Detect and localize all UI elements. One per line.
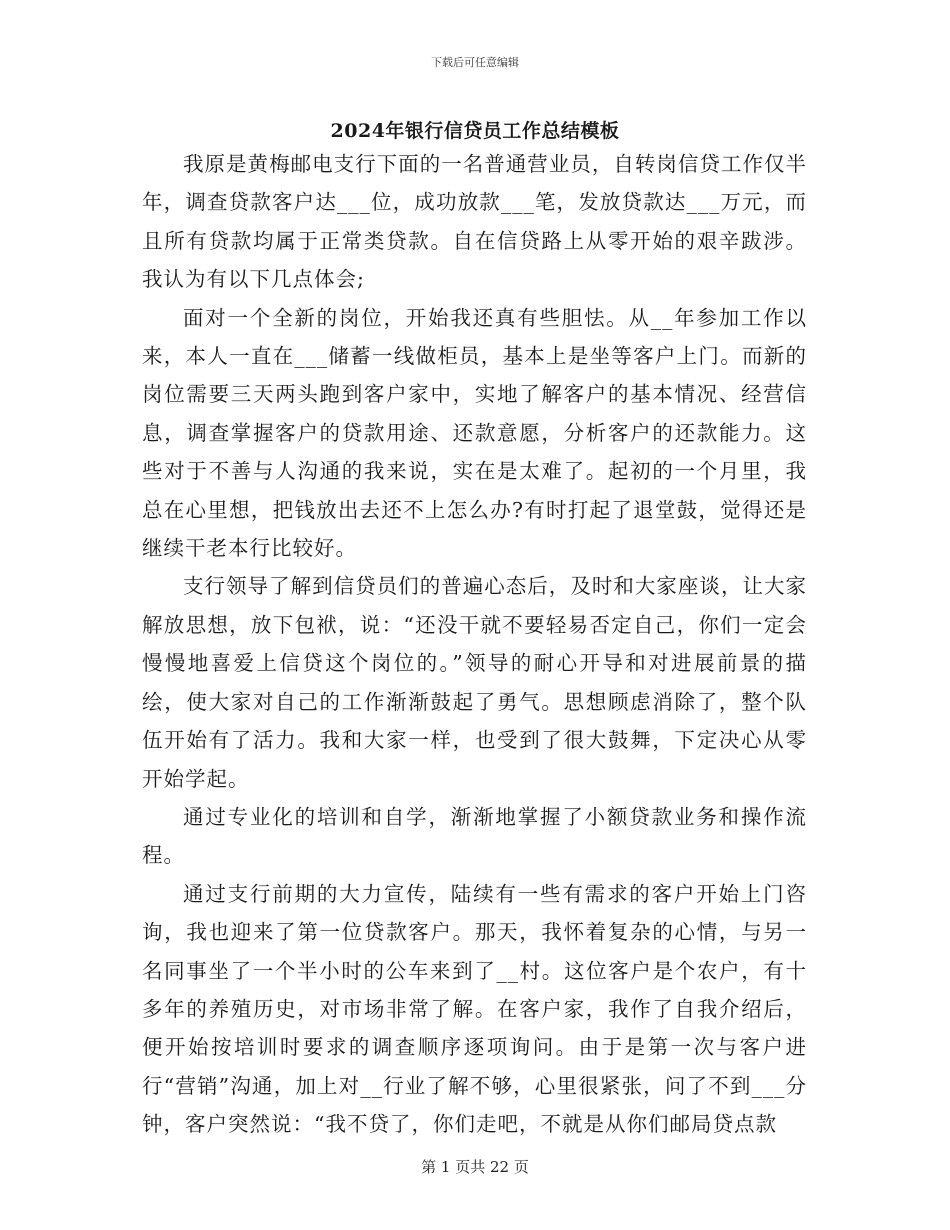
document-title: 2024年银行信贷员工作总结模板 [330,120,620,142]
paragraph-5: 通过支行前期的大力宣传，陆续有一些有需求的客户开始上门咨询，我也迎来了第一位贷款客户。那天，我怀着复杂的心情，与另一名同事坐了一个半小时的公车来到了__村。这位客户是个农户，有十多年的养殖历史，对市场非常了解。在客户家，我作了自我介绍后，便开始按培训时要求的调查顺序逐项询问。由于是第一次与客户进行“营销”沟通，加上对__行业了解不够，心里很紧张，问了不到___分钟，客户突然说：“我不贷了，你们走吧，不就是从你们邮局贷点款 [142,881,807,1137]
paragraph-4: 通过专业化的培训和自学，渐渐地掌握了小额贷款业务和操作流程。 [142,804,807,868]
page-number: 第 1 页共 22 页 [421,1158,529,1176]
paragraph-3: 支行领导了解到信贷员们的普遍心态后，及时和大家座谈，让大家解放思想，放下包袱，说：“还没干就不要轻易否定自己，你们一定会慢慢地喜爱上信贷这个岗位的。”领导的耐心开导和对进展前景的描绘，使大家对自己的工作渐渐鼓起了勇气。思想顾虑消除了，整个队伍开始有了活力。我和大家一样，也受到了很大鼓舞，下定决心从零开始学起。 [142,574,807,791]
paragraph-2: 面对一个全新的岗位，开始我还真有些胆怯。从__年参加工作以来，本人一直在___储蓄一线做柜员，基本上是坐等客户上门。而新的岗位需要三天两头跑到客户家中，实地了解客户的基本情况、经营信息，调查掌握客户的贷款用途、还款意愿，分析客户的还款能力。这些对于不善与人沟通的我来说，实在是太难了。起初的一个月里，我总在心里想，把钱放出去还不上怎么办?有时打起了退堂鼓，觉得还是继续干老本行比较好。 [142,305,807,561]
document-body [142,145,807,1144]
paragraph-1: 我原是黄梅邮电支行下面的一名普通营业员，自转岗信贷工作仅半年，调查贷款客户达___位，成功放款___笔，发放贷款达___万元，而且所有贷款均属于正常类贷款。自在信贷路上从零开始的艰辛跋涉。我认为有以下几点体会; [142,152,807,292]
page-header-note: 下载后可任意编辑 [431,56,519,69]
